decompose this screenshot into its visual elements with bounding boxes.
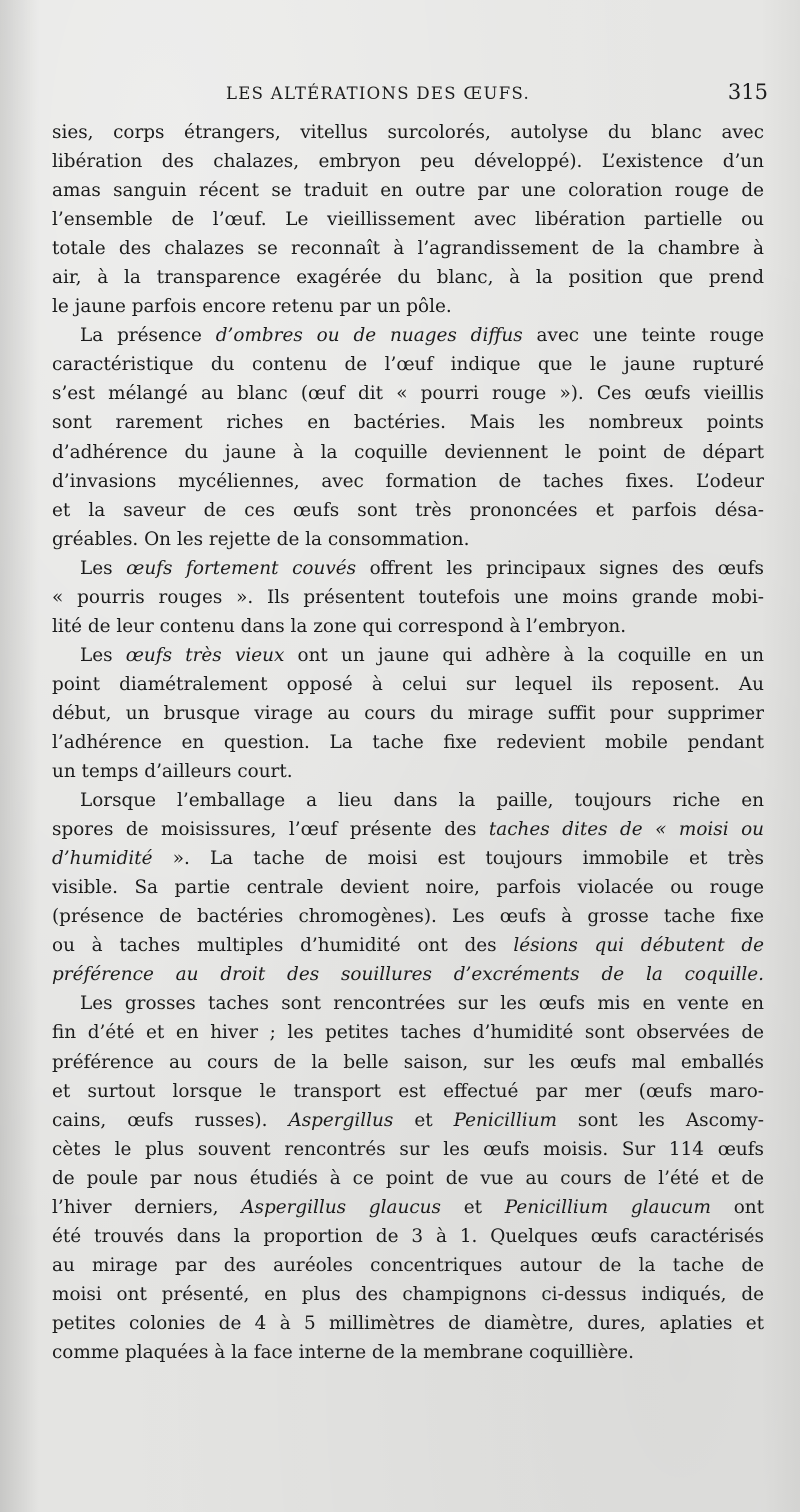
text-segment: totale des chalazes se reconnaît à l’agrandissement de la chambre à	[52, 238, 764, 260]
text-segment: spores de moisissures, l’œuf présente des	[52, 819, 489, 841]
text-line	[52, 960, 764, 989]
italic-text: lésions qui débutent de	[513, 935, 764, 957]
italic-text: préférence au droit des souillures d’excréments de la coquille.	[52, 964, 764, 986]
text-segment: La présence	[80, 325, 216, 347]
text-line	[52, 902, 764, 931]
text-line	[52, 147, 764, 176]
italic-text: Penicillium glaucum	[504, 1196, 711, 1218]
text-segment: gréables. On les rejette de la consommation.	[52, 528, 470, 550]
text-segment: le jaune parfois encore retenu par un pôle.	[52, 296, 452, 318]
text-segment: l’ensemble de l’œuf. Le vieillissement avec libération partielle ou	[52, 209, 764, 231]
text-line	[52, 757, 764, 786]
text-segment: et	[440, 1196, 505, 1218]
text-segment: d’adhérence du jaune à la coquille deviennent le point de départ	[52, 441, 764, 463]
text-line	[52, 1280, 764, 1309]
text-line	[52, 408, 764, 437]
italic-text: Aspergillus	[288, 1109, 394, 1131]
text-line	[52, 321, 764, 350]
text-segment: d’invasions mycéliennes, avec formation de taches fixes. L’odeur	[52, 470, 764, 492]
italic-text: œufs fortement couvés	[126, 557, 357, 579]
italic-text: d’humidité	[52, 848, 153, 870]
italic-text: taches dites de « moisi ou	[488, 819, 764, 841]
italic-text: d’ombres ou de nuages diffus	[215, 325, 523, 347]
text-line	[52, 379, 764, 408]
text-line	[52, 786, 764, 815]
text-segment: été trouvés dans la proportion de 3 à 1. Quelques œufs caractérisés	[52, 1225, 764, 1247]
text-line	[52, 641, 764, 670]
text-segment: ». La tache de moisi est toujours immobile et très	[152, 848, 764, 870]
text-line	[52, 1251, 764, 1280]
text-line	[52, 234, 764, 263]
text-segment: et	[393, 1109, 454, 1131]
text-segment: ont	[710, 1196, 764, 1218]
text-segment: Lorsque l’emballage a lieu dans la paille, toujours riche en	[80, 790, 764, 812]
text-line	[52, 989, 764, 1018]
text-segment: petites colonies de 4 à 5 millimètres de diamètre, dures, aplaties et	[52, 1312, 764, 1334]
text-segment: offrent les principaux signes des œufs	[356, 557, 764, 579]
text-line	[52, 670, 764, 699]
text-line	[52, 815, 764, 844]
text-line	[52, 1164, 764, 1193]
text-segment: « pourris rouges ». Ils présentent toutefois une moins grande mobi-	[52, 586, 764, 608]
text-line	[52, 292, 764, 321]
text-segment: l’adhérence en question. La tache fixe redevient mobile pendant	[52, 731, 764, 753]
text-line	[52, 525, 764, 554]
text-segment: début, un brusque virage au cours du mirage suffit pour supprimer	[52, 702, 764, 724]
text-line	[52, 1338, 764, 1367]
text-segment: amas sanguin récent se traduit en outre par une coloration rouge de	[52, 180, 764, 202]
text-segment: lité de leur contenu dans la zone qui correspond à l’embryon.	[52, 615, 627, 637]
text-line	[52, 1077, 764, 1106]
page-number: 315	[727, 80, 768, 104]
text-segment: avec une teinte rouge	[522, 325, 764, 347]
running-title: LES ALTÉRATIONS DES ŒUFS.	[226, 84, 531, 103]
text-segment: ou à taches multiples d’humidité ont des	[52, 935, 514, 957]
text-line	[52, 844, 764, 873]
text-segment: air, à la transparence exagérée du blanc, à la position que prend	[52, 267, 764, 289]
body-text	[52, 118, 764, 1367]
text-segment: sont les Ascomy-	[556, 1109, 764, 1131]
text-segment: moisi ont présenté, en plus des champignons ci-dessus indiqués, de	[52, 1283, 764, 1305]
text-line	[52, 1048, 764, 1077]
text-segment: fin d’été et en hiver ; les petites taches d’humidité sont observées de	[52, 1022, 764, 1044]
text-line	[52, 1135, 764, 1164]
text-segment: cains, œufs russes).	[52, 1109, 289, 1131]
text-line	[52, 873, 764, 902]
text-segment: caractéristique du contenu de l’œuf indique que le jaune rupturé	[52, 354, 764, 376]
text-segment: libération des chalazes, embryon peu développé). L’existence d’un	[52, 151, 764, 173]
text-line	[52, 1106, 764, 1135]
text-line	[52, 699, 764, 728]
italic-text: Penicillium	[453, 1109, 557, 1131]
text-segment: s’est mélangé au blanc (œuf dit « pourri rouge »). Ces œufs vieillis	[52, 383, 764, 405]
italic-text: Aspergillus glaucus	[241, 1196, 441, 1218]
text-segment: comme plaquées à la face interne de la membrane coquillière.	[52, 1341, 634, 1363]
italic-text: œufs très vieux	[125, 644, 285, 666]
text-segment: cètes le plus souvent rencontrés sur les œufs moisis. Sur 114 œufs	[52, 1138, 764, 1160]
text-segment: Les	[80, 644, 126, 666]
text-line	[52, 612, 764, 641]
text-line	[52, 205, 764, 234]
text-segment: sies, corps étrangers, vitellus surcolorés, autolyse du blanc avec	[52, 122, 764, 143]
text-segment: et la saveur de ces œufs sont très prononcées et parfois désa-	[52, 499, 764, 521]
text-segment: ont un jaune qui adhère à la coquille en un	[284, 644, 764, 666]
text-line	[52, 438, 764, 467]
text-line	[52, 728, 764, 757]
text-line	[52, 1309, 764, 1338]
text-line	[52, 118, 764, 147]
text-line	[52, 176, 764, 205]
text-line	[52, 467, 764, 496]
text-line	[52, 1018, 764, 1047]
text-segment: au mirage par des auréoles concentriques autour de la tache de	[52, 1254, 764, 1276]
text-line	[52, 350, 764, 379]
text-segment: Les	[80, 557, 127, 579]
text-segment: sont rarement riches en bactéries. Mais les nombreux points	[52, 412, 764, 434]
text-line	[52, 583, 764, 612]
text-line	[52, 931, 764, 960]
text-line	[52, 554, 764, 583]
text-line	[52, 1193, 764, 1222]
text-segment: point diamétralement opposé à celui sur lequel ils reposent. Au	[52, 673, 764, 695]
text-segment: et surtout lorsque le transport est effectué par mer (œufs maro-	[52, 1080, 764, 1102]
text-segment: préférence au cours de la belle saison, sur les œufs mal emballés	[52, 1051, 764, 1073]
text-line	[52, 1222, 764, 1251]
text-segment: de poule par nous étudiés à ce point de vue au cours de l’été et de	[52, 1167, 764, 1189]
text-segment: (présence de bactéries chromogènes). Les œufs à grosse tache fixe	[52, 906, 764, 928]
text-segment: l’hiver derniers,	[52, 1196, 242, 1218]
text-line	[52, 263, 764, 292]
text-segment: un temps d’ailleurs court.	[52, 761, 293, 783]
text-segment: Les grosses taches sont rencontrées sur les œufs mis en vente en	[80, 993, 764, 1015]
page-header	[40, 78, 770, 108]
text-segment: visible. Sa partie centrale devient noire, parfois violacée ou rouge	[52, 877, 764, 899]
text-line	[52, 496, 764, 525]
